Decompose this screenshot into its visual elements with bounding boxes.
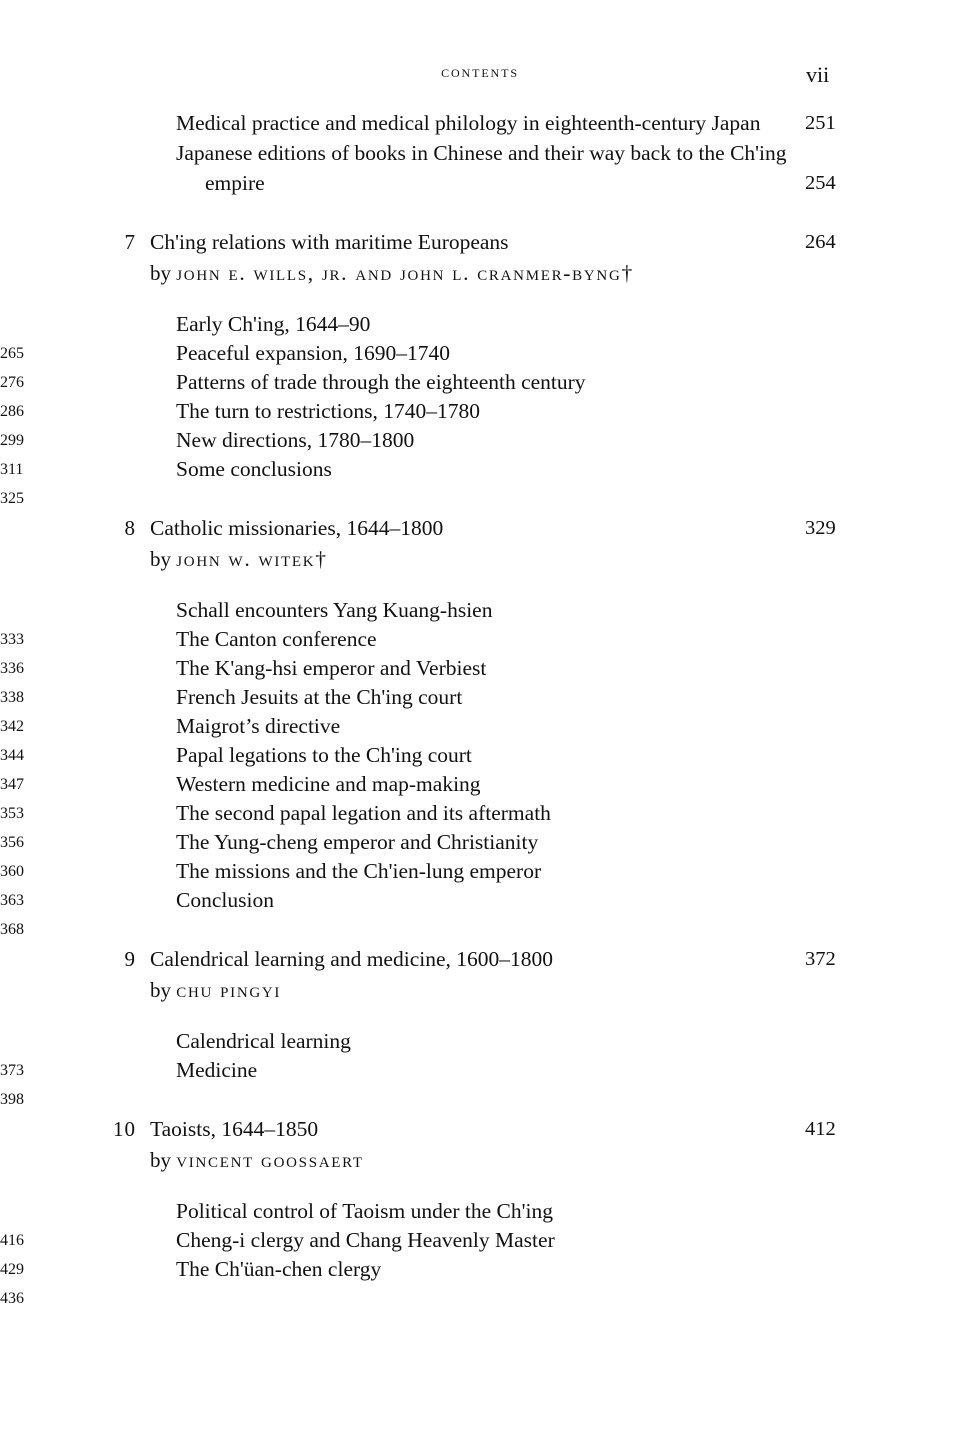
toc-chapter-title: Ch'ing relations with maritime Europeans (150, 230, 509, 254)
toc-section-label: The Canton conference (176, 627, 377, 651)
toc-entry-label: Japanese editions of books in Chinese and their way back to the Ch'ing empire (176, 141, 787, 195)
toc-section-label: The missions and the Ch'ien-lung emperor (176, 859, 542, 883)
toc-section-label: The K'ang-hsi emperor and Verbiest (176, 656, 487, 680)
toc-section-page: 416 (0, 1232, 24, 1249)
toc-section-row[interactable] (0, 886, 960, 938)
toc-section-page: 325 (0, 490, 24, 507)
byline-by-word: by (150, 1148, 177, 1172)
byline-authors: chu pingyi (176, 978, 282, 1002)
running-head-title: contents (441, 62, 519, 81)
toc-chapter-byline (150, 544, 850, 575)
toc-section-page: 429 (0, 1261, 24, 1278)
toc-section-page: 356 (0, 834, 24, 851)
toc-section-label: Political control of Taoism under the Ch'ing (176, 1199, 553, 1223)
toc-section-row[interactable] (0, 455, 960, 507)
toc-section-group (0, 310, 960, 507)
toc-section-page: 338 (0, 689, 24, 706)
toc-entry-page: 254 (805, 172, 836, 194)
toc-section-page: 286 (0, 403, 24, 420)
toc-chapter-title: Calendrical learning and medicine, 1600–1800 (150, 947, 553, 971)
byline-authors: john w. witek† (176, 547, 328, 571)
toc-section-label: The Yung-cheng emperor and Christianity (176, 830, 539, 854)
toc-section-page: 363 (0, 892, 24, 909)
toc-section-page: 347 (0, 776, 24, 793)
toc-section-page: 336 (0, 660, 24, 677)
toc-chapter[interactable] (0, 513, 960, 575)
toc-section-page: 368 (0, 921, 24, 938)
toc-section-label: Schall encounters Yang Kuang-hsien (176, 598, 493, 622)
toc-chapter-title: Catholic missionaries, 1644–1800 (150, 516, 444, 540)
toc-chapter-byline (150, 975, 850, 1006)
toc-chapter-number: 9 (124, 947, 136, 971)
toc-entry-label: Medical practice and medical philology in eighteenth-century Japan (176, 111, 761, 135)
toc-section-label: Calendrical learning (176, 1029, 351, 1053)
table-of-contents (0, 108, 960, 1307)
toc-section-label: The turn to restrictions, 1740–1780 (176, 399, 480, 423)
toc-section-label: Medicine (176, 1058, 258, 1082)
toc-chapter-number: 8 (124, 516, 136, 540)
byline-by-word: by (150, 261, 177, 285)
toc-section-label: The Ch'üan-chen clergy (176, 1257, 382, 1281)
toc-section-page: 344 (0, 747, 24, 764)
running-head (0, 62, 960, 88)
byline-by-word: by (150, 978, 177, 1002)
toc-section-label: The second papal legation and its aftermath (176, 801, 551, 825)
toc-section-row[interactable] (0, 1255, 960, 1307)
toc-chapter-page: 412 (805, 1118, 836, 1140)
toc-section-label: Patterns of trade through the eighteenth century (176, 370, 586, 394)
toc-section-page: 333 (0, 631, 24, 648)
toc-section-page: 353 (0, 805, 24, 822)
toc-continued-entry[interactable] (0, 108, 960, 138)
toc-continued-entry[interactable] (0, 138, 960, 198)
toc-section-label: French Jesuits at the Ch'ing court (176, 685, 463, 709)
toc-chapter[interactable] (0, 1114, 960, 1176)
toc-chapter[interactable] (0, 944, 960, 1006)
toc-section-label: Papal legations to the Ch'ing court (176, 743, 472, 767)
toc-entry-page: 251 (805, 112, 836, 134)
toc-section-group (0, 1197, 960, 1307)
toc-section-group (0, 596, 960, 938)
toc-chapter-page: 329 (805, 517, 836, 539)
toc-section-label: Maigrot’s directive (176, 714, 341, 738)
toc-chapter-title: Taoists, 1644–1850 (150, 1117, 319, 1141)
toc-section-label: New directions, 1780–1800 (176, 428, 415, 452)
toc-section-label: Some conclusions (176, 457, 332, 481)
toc-section-row[interactable] (0, 1056, 960, 1108)
toc-section-page: 373 (0, 1062, 24, 1079)
toc-section-label: Western medicine and map-making (176, 772, 481, 796)
toc-chapter-byline (150, 258, 850, 289)
toc-section-group (0, 1027, 960, 1108)
toc-section-page: 265 (0, 345, 24, 362)
toc-section-page: 360 (0, 863, 24, 880)
toc-section-label: Early Ch'ing, 1644–90 (176, 312, 371, 336)
byline-by-word: by (150, 547, 177, 571)
toc-section-page: 299 (0, 432, 24, 449)
toc-section-label: Conclusion (176, 888, 274, 912)
page-folio: vii (806, 62, 830, 87)
toc-chapter-byline (150, 1145, 850, 1176)
toc-chapter-number: 10 (113, 1117, 136, 1141)
toc-chapter-page: 264 (805, 231, 836, 253)
toc-section-page: 342 (0, 718, 24, 735)
toc-section-page: 436 (0, 1290, 24, 1307)
byline-authors: vincent goossaert (176, 1148, 364, 1172)
toc-section-label: Peaceful expansion, 1690–1740 (176, 341, 451, 365)
toc-section-page: 311 (0, 461, 24, 478)
toc-chapter[interactable] (0, 227, 960, 289)
byline-authors: john e. wills, jr. and john l. cranmer-byng† (176, 261, 634, 285)
toc-chapter-page: 372 (805, 948, 836, 970)
toc-chapter-number: 7 (124, 230, 136, 254)
toc-section-page: 398 (0, 1091, 24, 1108)
toc-section-label: Cheng-i clergy and Chang Heavenly Master (176, 1228, 555, 1252)
toc-section-page: 276 (0, 374, 24, 391)
